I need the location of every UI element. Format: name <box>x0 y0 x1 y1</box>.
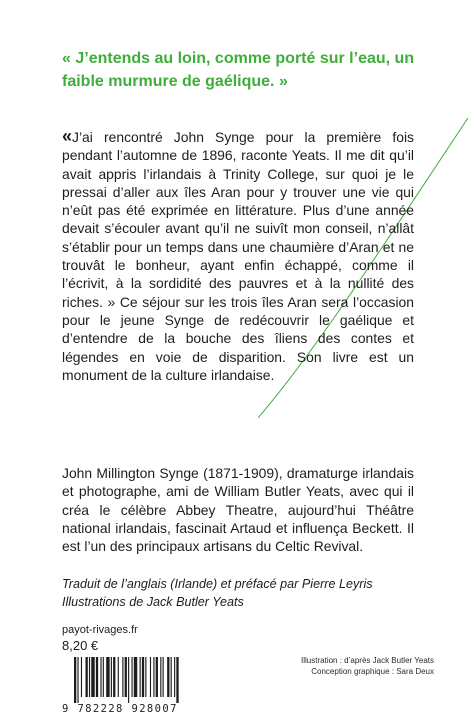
publisher-website: payot-rivages.fr <box>62 624 138 636</box>
isbn-number: 9 782228 928007 <box>62 703 178 715</box>
translator-credit: Traduit de l’anglais (Irlande) et préfacé par Pierre Leyris <box>62 577 373 591</box>
barcode-icon <box>62 657 222 703</box>
opening-quote-mark: « <box>62 126 71 146</box>
design-credit: Conception graphique : Sara Deux <box>311 667 434 676</box>
isbn-barcode <box>62 657 222 719</box>
pull-quote: « J’entends au loin, comme porté sur l’eau, un faible murmure de gaélique. » <box>62 50 415 90</box>
blurb-text: J’ai rencontré John Synge pour la première fois pendant l’automne de 1896, raconte Yeats. Il me dit qu’il avait appris l’irlandais à Trinity College, sur quoi je le pressai d’aller aux îles Aran pour y trouver une vie qui n’eût pas été exprimée en littérature. Plus d’une année devait s’écouler avant qu’il ne suivît mon conseil, n’allât s’établir pour un temps dans une chaumière d’Aran et ne trouvât le bonheur, ayant enfin échappé, comme il l’écrivit, à la sordidité des pauvres et à la nullité des riches. » Ce séjour sur les trois îles Aran sera l’occasion pour le jeune Synge de redécouvrir le gaélique et d’entendre de la bouche des îliens des contes et légendes en voie de disparition. Son livre est un monument de la culture irlandaise. <box>62 129 414 383</box>
illustrator-credit: Illustrations de Jack Butler Yeats <box>62 595 244 609</box>
price: 8,20 € <box>62 638 99 653</box>
blurb-paragraph <box>62 128 414 384</box>
author-bio: John Millington Synge (1871-1909), dramaturge irlandais et photographe, ami de William Butler Yeats, avec qui il créa le célèbre Abbey Theatre, aujourd’hui Théâtre national irlandais, fascinait Artaud et influença Beckett. Il est l’un des principaux artisans du Celtic Revival. <box>62 465 414 555</box>
cover-credits <box>254 655 434 677</box>
translation-credits <box>62 575 414 611</box>
illustration-credit: Illustration : d’après Jack Butler Yeats <box>301 656 434 665</box>
